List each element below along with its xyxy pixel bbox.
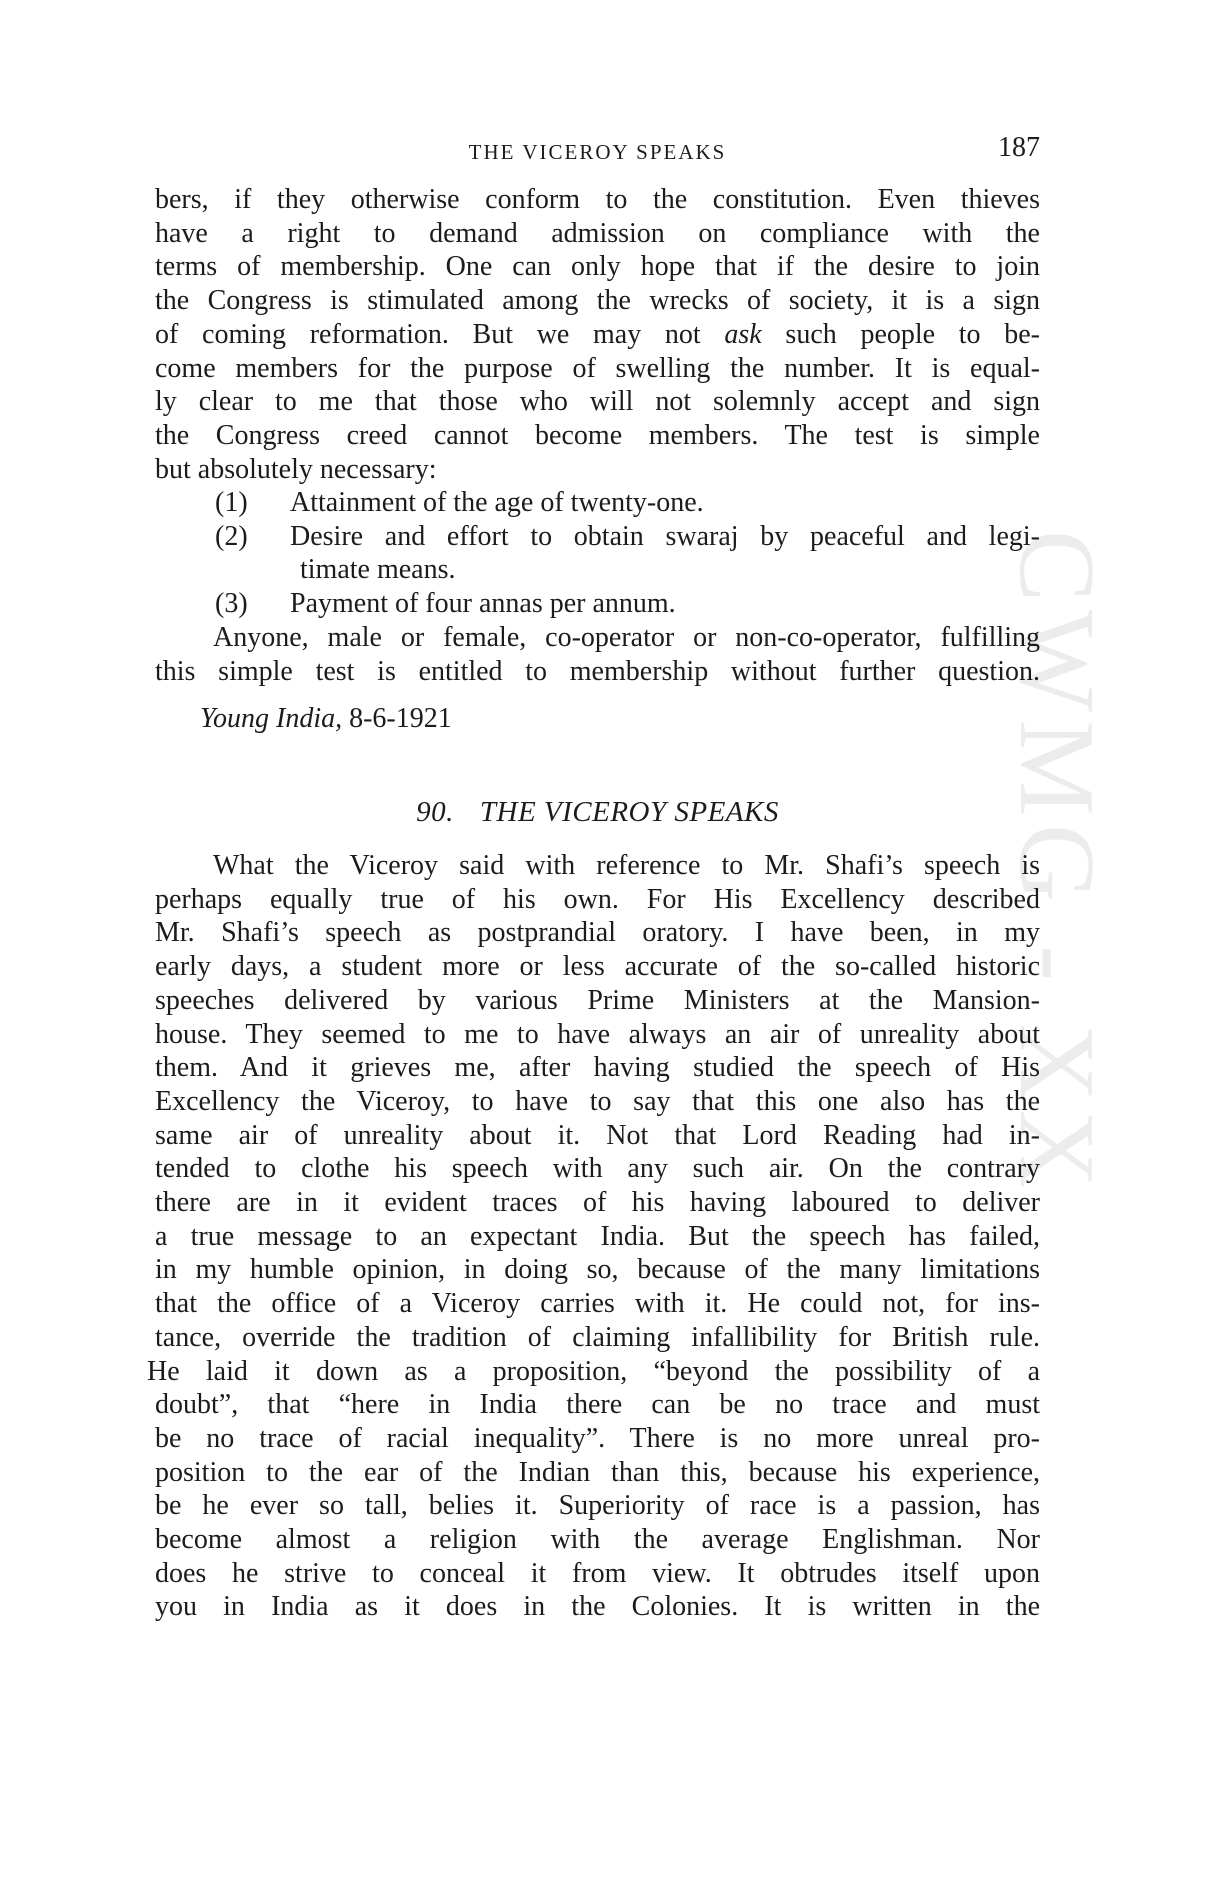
text-line: be he ever so tall, belies it. Superiority of race is a passion, has (155, 1490, 1040, 1522)
text-line: that the office of a Viceroy carries with it. He could not, for ins- (155, 1288, 1040, 1320)
text-line: perhaps equally true of his own. For His Excellency described (155, 883, 1040, 915)
paragraph-continued (155, 183, 1040, 486)
list-item (155, 486, 1040, 520)
text-line: does he strive to conceal it from view. It obtrudes itself upon (155, 1557, 1040, 1589)
text-line: this simple test is entitled to membership without further question. (155, 655, 1040, 687)
text-line: you in India as it does in the Colonies. It is written in the (155, 1591, 1040, 1623)
text-line: them. And it grieves me, after having studied the speech of His (155, 1052, 1040, 1084)
text-line: tance, override the tradition of claiming infallibility for British rule. (155, 1321, 1040, 1353)
text-line: in my humble opinion, in doing so, because of the many limitations (155, 1254, 1040, 1286)
membership-conditions-list (155, 486, 1040, 621)
text-line: the Congress is stimulated among the wrecks of society, it is a sign (155, 285, 1040, 317)
text-line: of coming reformation. But we may not ask such people to be- (155, 318, 1040, 350)
text-line: be no trace of racial inequality”. There is no more unreal pro- (155, 1422, 1040, 1454)
text-line: He laid it down as a proposition, “beyond the possibility of a (147, 1355, 1040, 1387)
list-item-text: Payment of four annas per annum. (290, 588, 676, 620)
running-title: THE VICEROY SPEAKS (468, 140, 727, 164)
text-line: terms of membership. One can only hope that if the desire to join (155, 251, 1040, 283)
text-line: have a right to demand admission on compliance with the (155, 217, 1040, 249)
text-line: Anyone, male or female, co-operator or non-co-operator, fulfilling (213, 622, 1040, 653)
chapter-title: THE VICEROY SPEAKS (479, 796, 779, 828)
text-line: become almost a religion with the average Englishman. Nor (155, 1524, 1040, 1556)
text-line: but absolutely necessary: (155, 453, 437, 485)
citation-journal: Young India, (200, 703, 343, 734)
text-line: What the Viceroy said with reference to Mr. Shafi’s speech is (213, 850, 1040, 881)
text-line: come members for the purpose of swelling the number. It is equal- (155, 352, 1040, 384)
text-line: tended to clothe his speech with any such air. On the contrary (155, 1153, 1040, 1185)
list-item-text: Attainment of the age of twenty-one. (290, 487, 704, 518)
text-line: doubt”, that “here in India there can be no trace and must (155, 1389, 1040, 1421)
list-item-text: timate means. (300, 554, 456, 586)
page-number: 187 (998, 132, 1040, 163)
text-line: house. They seemed to me to have always an air of unreality about (155, 1018, 1040, 1050)
text-line: ly clear to me that those who will not solemnly accept and sign (155, 386, 1040, 418)
list-item-number: (1) (215, 487, 248, 518)
source-citation (200, 703, 452, 735)
list-item-number: (2) (215, 520, 248, 552)
text-line: a true message to an expectant India. But the speech has failed, (155, 1220, 1040, 1252)
list-item (155, 587, 1040, 621)
chapter-number: 90. (416, 796, 454, 828)
text-line: there are in it evident traces of his having laboured to deliver (155, 1187, 1040, 1219)
text-line: speeches delivered by various Prime Ministers at the Mansion- (155, 984, 1040, 1016)
text-line: position to the ear of the Indian than this, because his experience, (155, 1456, 1040, 1488)
text-line: Excellency the Viceroy, to have to say that this one also has the (155, 1085, 1040, 1117)
paragraph (147, 849, 1040, 1624)
text-line: Mr. Shafi’s speech as postprandial oratory. I have been, in my (155, 917, 1040, 949)
citation-date: 8-6-1921 (349, 703, 452, 734)
text-line: bers, if they otherwise conform to the constitution. Even thieves (155, 184, 1040, 215)
running-head (155, 132, 1040, 172)
chapter-heading (155, 796, 1040, 829)
text-line: same air of unreality about it. Not that Lord Reading had in- (155, 1119, 1040, 1151)
emphasis: ask (724, 318, 762, 350)
watermark-text: CWMG - XX (997, 530, 1116, 1196)
text-line: early days, a student more or less accurate of the so-called historic (155, 951, 1040, 983)
list-item (155, 520, 1040, 587)
paragraph (155, 621, 1040, 688)
text-line: the Congress creed cannot become members. The test is simple (155, 419, 1040, 451)
list-item-number: (3) (215, 588, 248, 620)
list-item-text: Desire and effort to obtain swaraj by peaceful and legi- (290, 520, 1040, 552)
